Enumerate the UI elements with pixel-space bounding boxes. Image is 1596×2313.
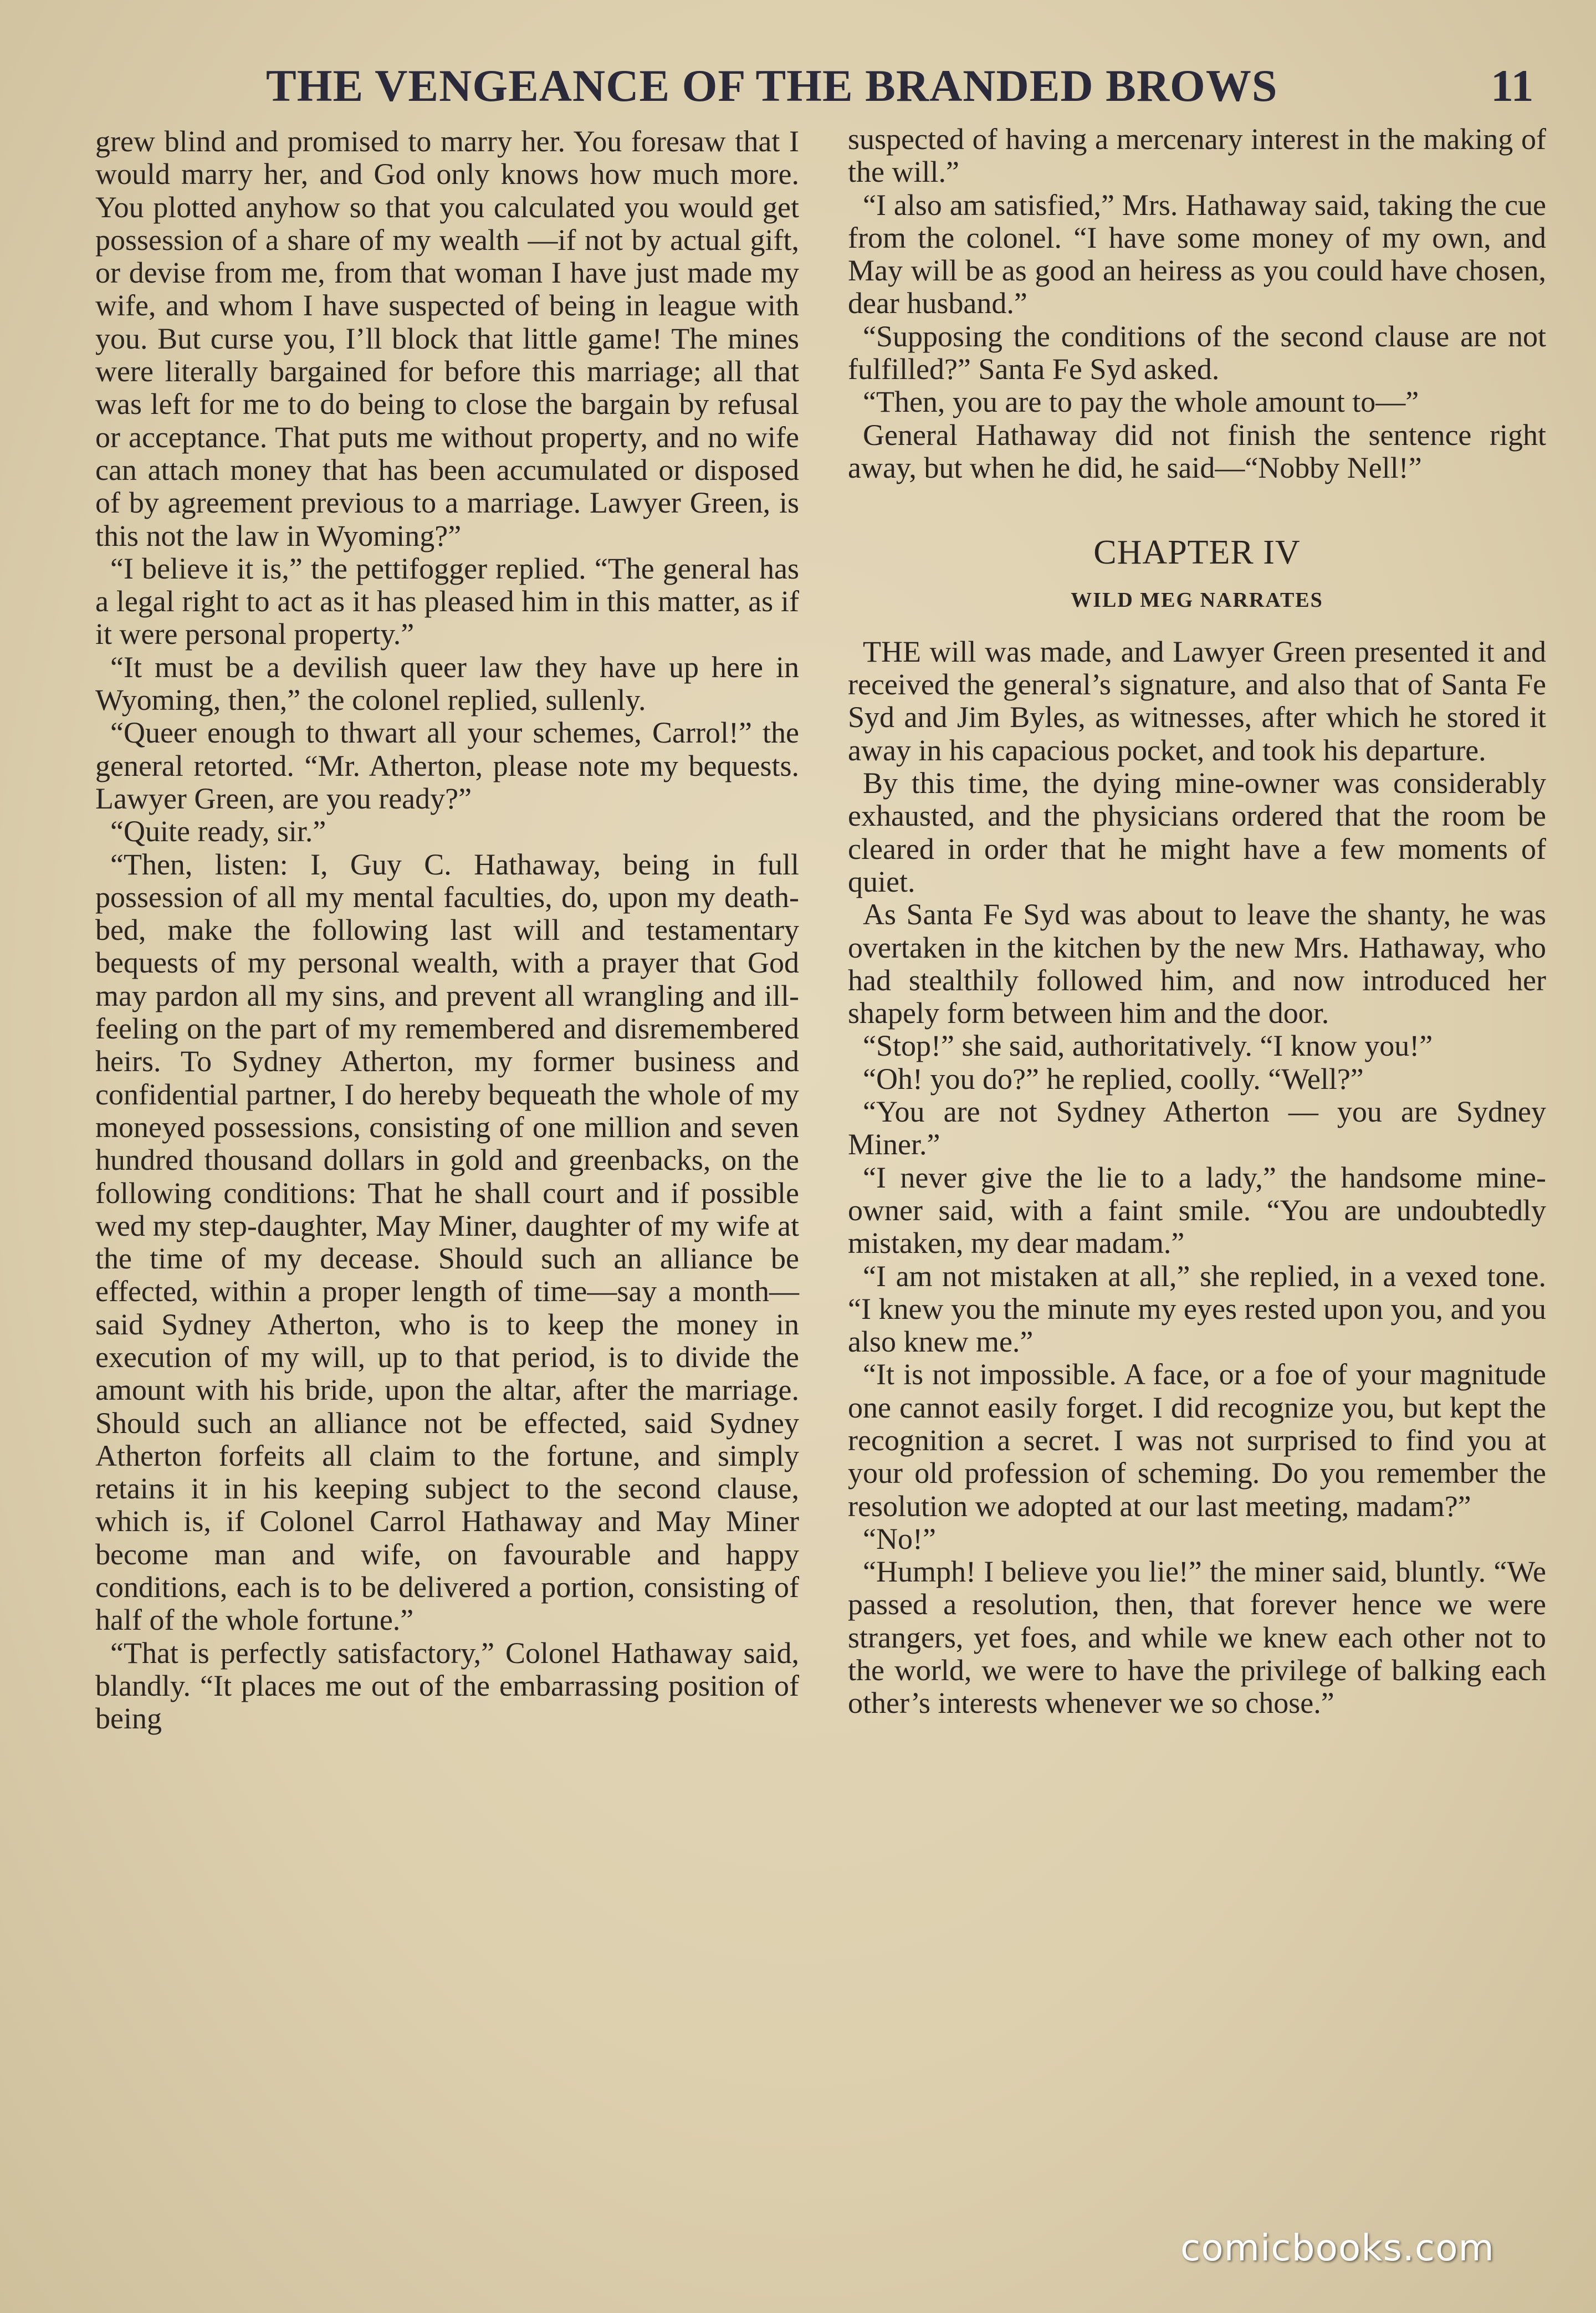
right-column xyxy=(848,123,1546,1720)
paragraph: “Quite ready, sir.” xyxy=(110,815,326,848)
paragraph: “I also am satisfied,” Mrs. Hathaway said, taking the cue from the colonel. “I have some money of my own, and May will be as good an heiress as you could have chosen, dear husband.” xyxy=(848,188,1546,320)
paragraph: “I am not mistaken at all,” she replied, in a vexed tone. “I knew you the minute my eyes rested upon you, and you also knew me.” xyxy=(848,1259,1546,1359)
paragraph: “Stop!” she said, authoritatively. “I know you!” xyxy=(863,1029,1433,1063)
paragraph: “It is not impossible. A face, or a foe of your magnitude one cannot easily forget. I did recognize you, but kept the recognition a secret. I was not surprised to find you at your old profession of scheming. Do you remember the resolution we adopted at our last meeting, madam?” xyxy=(848,1358,1546,1523)
paragraph: “I never give the lie to a lady,” the handsome mine-owner said, with a faint smile. “You are undoubtedly mistaken, my dear madam.” xyxy=(848,1160,1546,1260)
paragraph: “Then, listen: I, Guy C. Hathaway, being in full possession of all my mental faculties, do, upon my death-bed, make the following last will and testamentary bequests of my personal wealth, with a prayer that God may pardon all my sins, and prevent all wrangling and ill-feeling on the part of my remembered and disremembered heirs. To Sydney Atherton, my former business and confidential partner, I do hereby bequeath the whole of my moneyed possessions, consisting of one million and seven hundred thousand dollars in gold and greenbacks, on the following conditions: That he shall court and if possible wed my step-daughter, May Miner, daughter of my wife at the time of my decease. Should such an alliance be effected, within a proper length of time—say a month—said Sydney Atherton, who is to keep the money in execution of my will, up to that period, is to divide the amount with his bride, upon the altar, after the marriage. Should such an alliance not be effected, said Sydney Atherton forfeits all claim to the fortune, and simply retains it in his keeping subject to the second clause, which is, if Colonel Carrol Hathaway and May Miner become man and wife, on favourable and happy conditions, each is to be delivered a portion, consisting of half of the whole fortune.” xyxy=(95,847,799,1637)
site-watermark: comicbooks.com xyxy=(1180,2227,1495,2269)
left-column xyxy=(95,125,799,1736)
paragraph: “Then, you are to pay the whole amount to—” xyxy=(863,385,1419,419)
paragraph: “Supposing the conditions of the second clause are not fulfilled?” Santa Fe Syd asked. xyxy=(848,319,1546,386)
paragraph: “Oh! you do?” he replied, coolly. “Well?” xyxy=(863,1062,1364,1096)
page-number: 11 xyxy=(1491,60,1534,111)
paragraph: “Humph! I believe you lie!” the miner said, bluntly. “We passed a resolution, then, that forever hence we were strangers, yet foes, and while we knew each other not to the world, we were to have the privilege of balking each other’s interests whenever we so chose.” xyxy=(848,1555,1546,1720)
paragraph: “That is perfectly satisfactory,” Colonel Hathaway said, blandly. “It places me out of the embarrassing position of being xyxy=(95,1636,799,1736)
paragraph: “You are not Sydney Atherton — you are Sydney Miner.” xyxy=(848,1095,1546,1161)
paragraph: General Hathaway did not finish the sentence right away, but when he did, he said—“Nobby Nell!” xyxy=(848,418,1546,484)
paragraph: suspected of having a mercenary interest in the making of the will.” xyxy=(848,122,1546,189)
paragraph: “No!” xyxy=(863,1522,936,1555)
paragraph: “It must be a devilish queer law they have up here in Wyoming, then,” the colonel replied, sullenly. xyxy=(95,650,799,717)
chapter-title: CHAPTER IV xyxy=(1093,534,1301,572)
paragraph: “I believe it is,” the pettifogger replied. “The general has a legal right to act as it has pleased him in this matter, as if it were personal property.” xyxy=(95,551,799,651)
paragraph: “Queer enough to thwart all your schemes, Carrol!” the general retorted. “Mr. Atherton, please note my bequests. Lawyer Green, are you ready?” xyxy=(95,716,799,815)
running-title: THE VENGEANCE OF THE BRANDED BROWS xyxy=(266,60,1278,111)
paragraph: grew blind and promised to marry her. You foresaw that I would marry her, and God only knows how much more. You plotted anyhow so that you calculated you would get possession of a share of my wealth —if not by actual gift, or devise from me, from that woman I have just made my wife, and whom I have suspected of being in league with you. But curse you, I’ll block that little game! The mines were literally bargained for before this marriage; all that was left for me to do being to close the bargain by refusal or acceptance. That puts me without property, and no wife can attach money that has been accumulated or disposed of by agreement previous to a marriage. Lawyer Green, is this not the law in Wyoming?” xyxy=(95,125,799,552)
paragraph: THE will was made, and Lawyer Green presented it and received the general’s signature, and also that of Santa Fe Syd and Jim Byles, as witnesses, after which he stored it away in his capacious pocket, and took his departure. xyxy=(848,634,1546,767)
chapter-subtitle: WILD MEG NARRATES xyxy=(1071,588,1323,612)
paragraph: By this time, the dying mine-owner was considerably exhausted, and the physicians ordered that the room be cleared in order that he might have a few moments of quiet. xyxy=(848,766,1546,898)
paragraph: As Santa Fe Syd was about to leave the shanty, he was overtaken in the kitchen by the new Mrs. Hathaway, who had stealthily followed him, and now introduced her shapely form between him and the door. xyxy=(848,898,1546,1030)
